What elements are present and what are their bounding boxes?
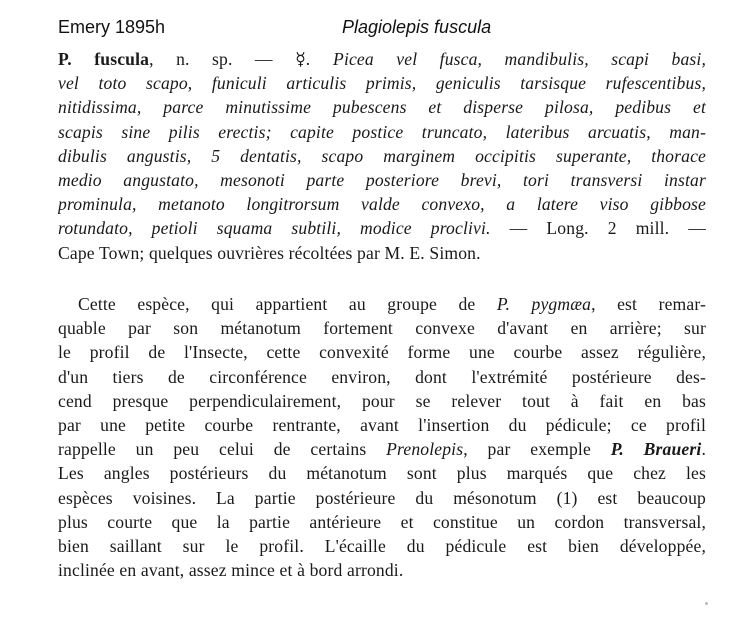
text-line: bien saillant sur le profil. L'écaille du pédicule est bien développée, xyxy=(58,535,706,556)
text-line: prominula, metanoto longitrorsum valde convexo, a latere viso gibbose xyxy=(58,194,706,215)
text-line: le profil de l'Insecte, cette convexité forme une courbe assez régulière, xyxy=(58,342,706,363)
text-line: espèces voisines. La partie postérieure du mésonotum (1) est beaucoup xyxy=(58,487,706,508)
text-line: par une petite courbe rentrante, avant l'insertion du pédicule; ce profil xyxy=(58,414,706,435)
text-line: Cape Town; quelques ouvrières récoltées par M. E. Simon. xyxy=(58,242,481,263)
scan-speck xyxy=(705,602,708,605)
reference-label: Emery 1895h xyxy=(58,17,166,37)
text-line: cend presque perpendiculairement, pour se relever tout à fait en bas xyxy=(58,390,706,411)
text-line: P. fuscula, n. sp. — ☿. Picea vel fusca, mandibulis, scapi basi, xyxy=(58,49,706,69)
text-line: plus courte que la partie antérieure et constitue un cordon transversal, xyxy=(58,511,706,532)
text-line: dibulis angustis, 5 dentatis, scapo marginem occipitis superante, thorace xyxy=(58,145,706,166)
text-line: Les angles postérieurs du métanotum sont plus marqués que chez les xyxy=(58,463,706,484)
text-line: scapis sine pilis erectis; capite postice truncato, lateribus arcuatis, man- xyxy=(58,121,706,142)
text-line: rappelle un peu celui de certains Prenolepis, par exemple P. Braueri. xyxy=(58,439,706,460)
text-line: rotundato, petioli squama subtili, modice proclivi. — Long. 2 mill. — xyxy=(58,218,706,239)
species-description xyxy=(58,47,706,265)
text-line: d'un tiers de circonférence environ, dont l'extrémité postérieure des- xyxy=(58,366,706,387)
species-name: P. fuscula xyxy=(58,49,150,69)
text-line: nitidissima, parce minutissime pubescens et disperse pilosa, pedibus et xyxy=(58,97,706,118)
page-header xyxy=(0,0,730,40)
worker-symbol: ☿ xyxy=(295,49,307,69)
text-line: quable par son métanotum fortement convexe d'avant en arrière; sur xyxy=(58,318,706,339)
text-line: inclinée en avant, assez mince et à bord arrondi. xyxy=(58,560,404,581)
taxon-title: Plagiolepis fuscula xyxy=(342,17,492,37)
text-line: medio angustato, mesonoti parte posteriore brevi, tori transversi instar xyxy=(58,169,706,190)
text-line: Cette espèce, qui appartient au groupe de P. pygmæa, est remar- xyxy=(78,294,706,314)
species-remarks xyxy=(58,292,706,582)
text-line: vel toto scapo, funiculi articulis primis, geniculis tarsisque rufescentibus, xyxy=(58,73,706,94)
